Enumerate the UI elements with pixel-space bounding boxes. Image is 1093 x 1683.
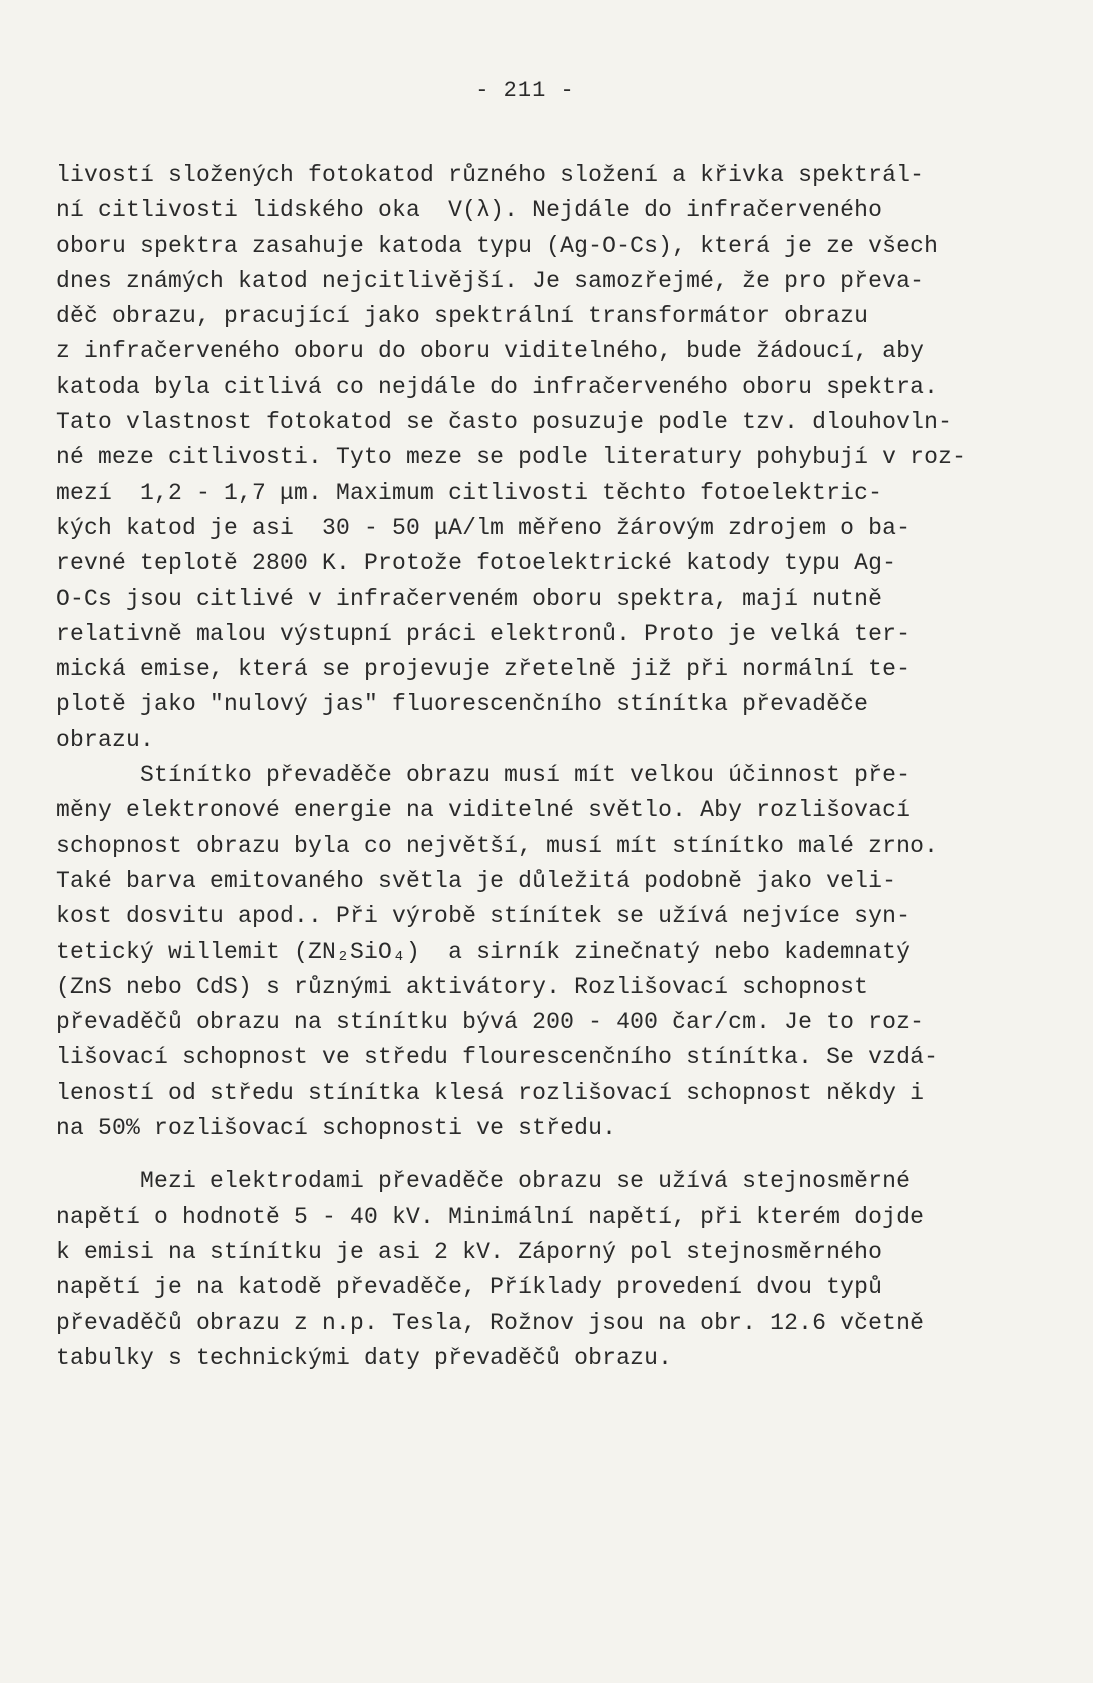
text-line: katoda byla citlivá co nejdále do infračerveného oboru spektra. (56, 373, 939, 400)
text-line: napětí je na katodě převaděče, Příklady provedení dvou typů (56, 1274, 883, 1301)
text-line: revné teplotě 2800 K. Protože fotoelektrické katody typu Ag- (56, 550, 897, 577)
text-line: leností od středu stínítka klesá rozlišovací schopnost někdy i (56, 1079, 925, 1106)
text-line: z infračerveného oboru do oboru viditelného, bude žádoucí, aby (56, 338, 925, 365)
text-line: kost dosvitu apod.. Při výrobě stínítek se užívá nejvíce syn- (56, 903, 911, 930)
text-line: lišovací schopnost ve středu flourescenčního stínítka. Se vzdá- (56, 1044, 939, 1071)
text-line: né meze citlivosti. Tyto meze se podle literatury pohybují v roz- (56, 444, 967, 471)
text-line: převaděčů obrazu z n.p. Tesla, Rožnov jsou na obr. 12.6 včetně (56, 1309, 925, 1336)
text-line: tetický willemit (ZN₂SiO₄) a sirník zinečnatý nebo kademnatý (56, 938, 911, 965)
text-line: (ZnS nebo CdS) s různými aktivátory. Rozlišovací schopnost (56, 973, 869, 1000)
text-line: Tato vlastnost fotokatod se často posuzuje podle tzv. dlouhovln- (56, 409, 953, 436)
body-text (56, 158, 1046, 1376)
text-line: relativně malou výstupní práci elektronů. Proto je velká ter- (56, 620, 911, 647)
text-line: měny elektronové energie na viditelné světlo. Aby rozlišovací (56, 797, 911, 824)
text-line: oboru spektra zasahuje katoda typu (Ag-O-Cs), která je ze všech (56, 232, 939, 259)
text-line: ní citlivosti lidského oka V(λ). Nejdále do infračerveného (56, 197, 883, 224)
text-line: plotě jako "nulový jas" fluorescenčního stínítka převaděče (56, 691, 869, 718)
text-line: schopnost obrazu byla co největší, musí mít stínítko malé zrno. (56, 832, 939, 859)
text-line: mezí 1,2 - 1,7 μm. Maximum citlivosti těchto fotoelektric- (56, 479, 883, 506)
text-line: Také barva emitovaného světla je důležitá podobně jako veli- (56, 867, 897, 894)
text-line: Stínítko převaděče obrazu musí mít velkou účinnost pře- (56, 762, 911, 789)
page-number: - 211 - (475, 78, 575, 103)
text-line: napětí o hodnotě 5 - 40 kV. Minimální napětí, při kterém dojde (56, 1203, 925, 1230)
paragraph-2 (56, 758, 1046, 1146)
paragraph-gap (56, 1146, 1046, 1164)
text-line: Mezi elektrodami převaděče obrazu se užívá stejnosměrné (56, 1168, 911, 1195)
text-line: na 50% rozlišovací schopnosti ve středu. (56, 1115, 617, 1142)
text-line: obrazu. (56, 726, 155, 753)
text-line: dnes známých katod nejcitlivější. Je samozřejmé, že pro převa- (56, 267, 925, 294)
text-line: mická emise, která se projevuje zřetelně již při normální te- (56, 656, 911, 683)
text-line: livostí složených fotokatod různého složení a křivka spektrál- (56, 162, 925, 188)
text-line: kých katod je asi 30 - 50 μA/lm měřeno žárovým zdrojem o ba- (56, 514, 911, 541)
text-line: O-Cs jsou citlivé v infračerveném oboru spektra, mají nutně (56, 585, 883, 612)
text-line: převaděčů obrazu na stínítku bývá 200 - 400 čar/cm. Je to roz- (56, 1009, 925, 1036)
text-line: k emisi na stínítku je asi 2 kV. Záporný pol stejnosměrného (56, 1238, 883, 1265)
text-line: tabulky s technickými daty převaděčů obrazu. (56, 1344, 673, 1371)
text-line: děč obrazu, pracující jako spektrální transformátor obrazu (56, 303, 869, 330)
paragraph-1 (56, 158, 1046, 758)
paragraph-3 (56, 1164, 1046, 1376)
